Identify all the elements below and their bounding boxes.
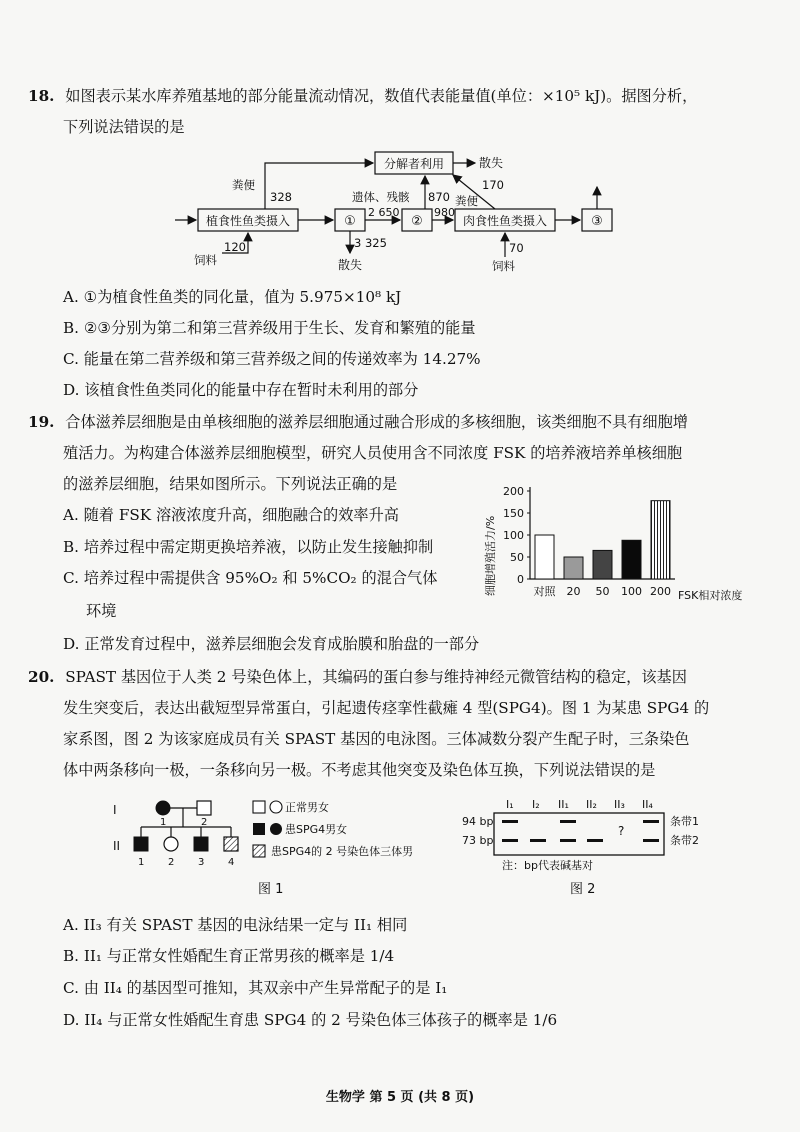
page-footer: 生物学 第 5 页 (共 8 页) xyxy=(325,1090,475,1105)
chart-xlabel: FSK相对浓度 xyxy=(678,589,743,602)
pedigree-II4 xyxy=(224,837,238,851)
pedigree-I1 xyxy=(156,801,170,815)
label-feces-1: 粪便 xyxy=(232,178,255,192)
q19-option-c-cont: 环境 xyxy=(86,602,117,620)
band1-II1 xyxy=(560,820,576,823)
q18-stem xyxy=(28,86,697,106)
legend-normal: 正常男女 xyxy=(285,801,329,814)
q20-stem-line1: SPAST 基因位于人类 2 号染色体上，其编码的蛋白参与维持神经元微管结构的稳定，该基因 xyxy=(65,668,687,686)
pedigree-figure xyxy=(105,795,435,875)
y-tick-label: 0 xyxy=(517,573,524,586)
legend-affected: 患SPG4男女 xyxy=(285,823,348,836)
q19-stem-line1: 合体滋养层细胞是由单核细胞的滋养层细胞通过融合形成的多核细胞，该类细胞不具有细胞增 xyxy=(65,413,688,431)
box-herbivore-label: 植食性鱼类摄入 xyxy=(205,214,291,228)
bar-20 xyxy=(564,557,583,579)
q20-option-a: A. II₃ 有关 SPAST 基因的电泳结果一定与 II₁ 相同 xyxy=(63,916,408,934)
x-tick-label: 50 xyxy=(595,585,610,598)
pedigree-II1-num: 1 xyxy=(138,857,145,868)
box-decomposer-label: 分解者利用 xyxy=(383,157,445,171)
energy-flow-diagram xyxy=(170,145,640,280)
q18-stem-line2: 下列说法错误的是 xyxy=(63,118,185,136)
band2-II4 xyxy=(643,839,659,842)
q19-option-b: B. 培养过程中需定期更换培养液，以防止发生接触抑制 xyxy=(63,538,434,556)
pedigree-I2 xyxy=(197,801,211,815)
q19-number: 19. xyxy=(28,413,55,431)
q20-option-c: C. 由 II₄ 的基因型可推知，其双亲中产生异常配子的是 I₁ xyxy=(63,979,448,997)
band2-I1 xyxy=(502,839,518,842)
lane-I2: I₂ xyxy=(532,798,540,811)
chart-ylabel: 细胞增殖活力/% xyxy=(484,515,497,596)
label-70: 70 xyxy=(509,241,524,255)
q18-stem-line1: 如图表示某水库养殖基地的部分能量流动情况，数值代表能量值(单位：×10⁵ kJ)。据图分析， xyxy=(65,87,698,105)
band1-I1 xyxy=(502,820,518,823)
fig1-caption: 图 1 xyxy=(258,882,284,897)
q19-stem xyxy=(28,412,688,432)
pedigree-I1-num: 1 xyxy=(160,817,167,828)
q19-stem-line2: 殖活力。为构建合体滋养层细胞模型，研究人员使用含不同浓度 FSK 的培养液培养单核细胞 xyxy=(63,444,683,462)
pedigree-II2 xyxy=(164,837,178,851)
q20-option-b: B. II₁ 与正常女性婚配生育正常男孩的概率是 1/4 xyxy=(63,947,395,965)
q18-option-a: A. ①为植食性鱼类的同化量，值为 5.975×10⁸ kJ xyxy=(63,288,402,306)
legend-trisomy: 患SPG4的 2 号染色体三体男 xyxy=(271,845,414,858)
label-dissipate-top: 散失 xyxy=(479,156,504,170)
x-tick-label: 100 xyxy=(621,585,642,598)
q20-stem-line3: 家系图，图 2 为该家庭成员有关 SPAST 基因的电泳图。三体减数分裂产生配子时，三条染色 xyxy=(63,730,690,748)
unknown-mark: ? xyxy=(618,824,625,838)
box-2-label: ② xyxy=(411,214,423,229)
label-feces-2: 粪便 xyxy=(455,194,478,208)
electrophoresis-figure xyxy=(462,795,722,875)
q18-option-d: D. 该植食性鱼类同化的能量中存在暂时未利用的部分 xyxy=(63,381,419,399)
box-carnivore-label: 肉食性鱼类摄入 xyxy=(462,214,548,228)
x-tick-label: 20 xyxy=(566,585,581,598)
bp94-label: 94 bp xyxy=(462,815,494,828)
q18-option-b: B. ②③分别为第二和第三营养级用于生长、发育和繁殖的能量 xyxy=(63,319,476,337)
label-170: 170 xyxy=(482,178,504,192)
y-tick-label: 150 xyxy=(503,507,524,520)
q20-number: 20. xyxy=(28,668,55,686)
lane-II4: II₄ xyxy=(642,798,653,811)
label-3325: 3 325 xyxy=(354,236,387,250)
label-2650: 2 650 xyxy=(368,206,400,219)
band1-label: 条带1 xyxy=(670,815,699,828)
label-980: 980 xyxy=(434,206,455,219)
gen-2-label: II xyxy=(113,839,121,853)
label-remains: 遗体、残骸 xyxy=(352,190,410,204)
label-328: 328 xyxy=(270,190,292,204)
q19-stem-line3: 的滋养层细胞，结果如图所示。下列说法正确的是 xyxy=(63,475,398,493)
label-feed-2: 饲料 xyxy=(492,259,515,273)
label-870: 870 xyxy=(428,190,450,204)
lane-II2: II₂ xyxy=(586,798,597,811)
box-1-label: ① xyxy=(344,214,356,229)
q19-option-a: A. 随着 FSK 溶液浓度升高，细胞融合的效率升高 xyxy=(63,506,399,524)
bp73-label: 73 bp xyxy=(462,834,494,847)
lane-II1: II₁ xyxy=(558,798,569,811)
q19-option-c: C. 培养过程中需提供含 95%O₂ 和 5%CO₂ 的混合气体 xyxy=(63,569,438,587)
band2-I2 xyxy=(530,839,546,842)
pedigree-I2-num: 2 xyxy=(201,817,208,828)
bar-对照 xyxy=(535,535,554,579)
q18-option-c: C. 能量在第二营养级和第三营养级之间的传递效率为 14.27% xyxy=(63,350,481,368)
y-tick-label: 50 xyxy=(510,551,524,564)
y-tick-label: 100 xyxy=(503,529,524,542)
x-tick-label: 对照 xyxy=(533,585,556,598)
lane-II3: II₃ xyxy=(614,798,625,811)
gen-1-label: I xyxy=(113,803,117,817)
band2-II1 xyxy=(560,839,576,842)
fig2-note: 注：bp代表碱基对 xyxy=(502,859,593,872)
label-120: 120 xyxy=(224,240,246,254)
q20-stem-line4: 体中两条移向一极，一条移向另一极。不考虑其他突变及染色体互换，下列说法错误的是 xyxy=(63,761,656,779)
fsk-bar-chart xyxy=(470,478,760,608)
label-dissipate-bottom: 散失 xyxy=(338,258,363,272)
bar-200 xyxy=(651,501,670,579)
pedigree-II4-num: 4 xyxy=(228,857,235,868)
fig2-caption: 图 2 xyxy=(570,882,596,897)
pedigree-II3-num: 3 xyxy=(198,857,205,868)
pedigree-II1 xyxy=(134,837,148,851)
q20-option-d: D. II₄ 与正常女性婚配生育患 SPG4 的 2 号染色体三体孩子的概率是 1/6 xyxy=(63,1011,558,1029)
q20-stem-line2: 发生突变后，表达出截短型异常蛋白，引起遗传痉挛性截瘫 4 型(SPG4)。图 1 为某患 SPG4 的 xyxy=(63,699,710,717)
x-tick-label: 200 xyxy=(650,585,671,598)
bar-100 xyxy=(622,540,641,579)
box-3-label: ③ xyxy=(591,214,603,229)
q19-option-d: D. 正常发育过程中，滋养层细胞会发育成胎膜和胎盘的一部分 xyxy=(63,635,480,653)
q18-number: 18. xyxy=(28,87,55,105)
q20-stem xyxy=(28,667,687,687)
band2-label: 条带2 xyxy=(670,834,699,847)
band2-II2 xyxy=(587,839,603,842)
pedigree-II3 xyxy=(194,837,208,851)
band1-II4 xyxy=(643,820,659,823)
bar-50 xyxy=(593,550,612,579)
label-feed-1: 饲料 xyxy=(194,253,217,267)
y-tick-label: 200 xyxy=(503,485,524,498)
pedigree-II2-num: 2 xyxy=(168,857,175,868)
lane-I1: I₁ xyxy=(506,798,514,811)
